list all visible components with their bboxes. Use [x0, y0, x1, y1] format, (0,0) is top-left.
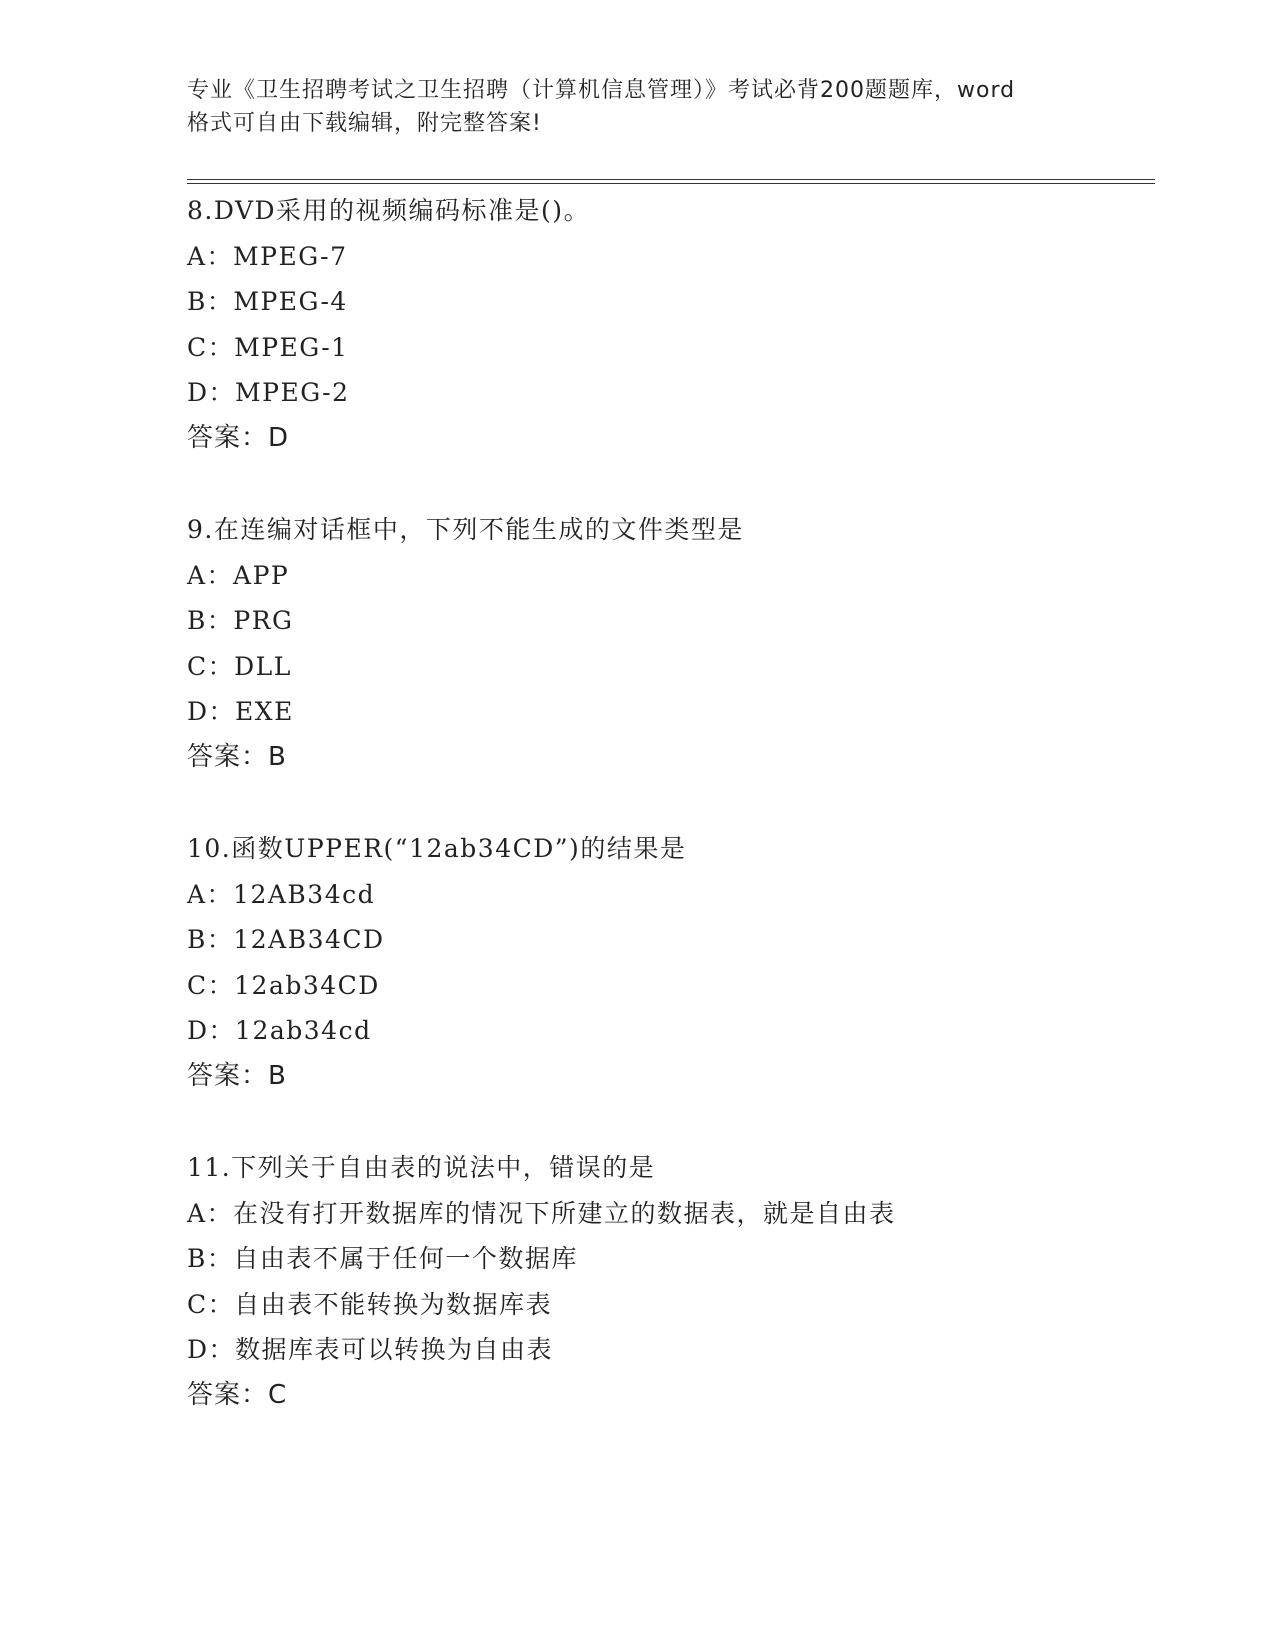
answer: 答案：D [187, 422, 290, 453]
option-c: C：MPEG-1 [187, 332, 349, 362]
question-11 [187, 1145, 1147, 1418]
option-c: C：DLL [187, 651, 292, 681]
answer: 答案：C [187, 1379, 288, 1410]
option-d: D：12ab34cd [187, 1016, 372, 1045]
option-a: A：在没有打开数据库的情况下所建立的数据表，就是自由表 [187, 1198, 896, 1228]
option-b: B：12AB34CD [187, 925, 385, 954]
header-divider [187, 179, 1155, 184]
question-8 [187, 188, 1147, 461]
document-header [187, 74, 1087, 140]
option-a: A：MPEG-7 [187, 241, 348, 271]
header-line-1: 专业《卫生招聘考试之卫生招聘（计算机信息管理）》考试必背200题题库，word [187, 78, 1016, 103]
option-d: D：数据库表可以转换为自由表 [187, 1335, 554, 1364]
question-stem: 11.下列关于自由表的说法中，错误的是 [187, 1153, 656, 1182]
question-9 [187, 507, 1147, 780]
option-b: B：MPEG-4 [187, 287, 348, 316]
option-b: B：PRG [187, 606, 294, 635]
answer: 答案：B [187, 1060, 287, 1091]
question-stem: 8.DVD采用的视频编码标准是()。 [187, 196, 591, 225]
option-b: B：自由表不属于任何一个数据库 [187, 1244, 578, 1273]
option-c: C：12ab34CD [187, 970, 380, 1000]
header-line-2: 格式可自由下载编辑，附完整答案! [187, 111, 542, 136]
question-stem: 9.在连编对话框中，下列不能生成的文件类型是 [187, 515, 744, 544]
option-a: A：12AB34cd [187, 879, 376, 909]
option-d: D：MPEG-2 [187, 378, 350, 407]
option-c: C：自由表不能转换为数据库表 [187, 1289, 553, 1319]
option-a: A：APP [187, 560, 290, 590]
question-10 [187, 826, 1147, 1099]
answer: 答案：B [187, 741, 287, 772]
option-d: D：EXE [187, 697, 294, 726]
question-stem: 10.函数UPPER(“12ab34CD”)的结果是 [187, 834, 687, 863]
